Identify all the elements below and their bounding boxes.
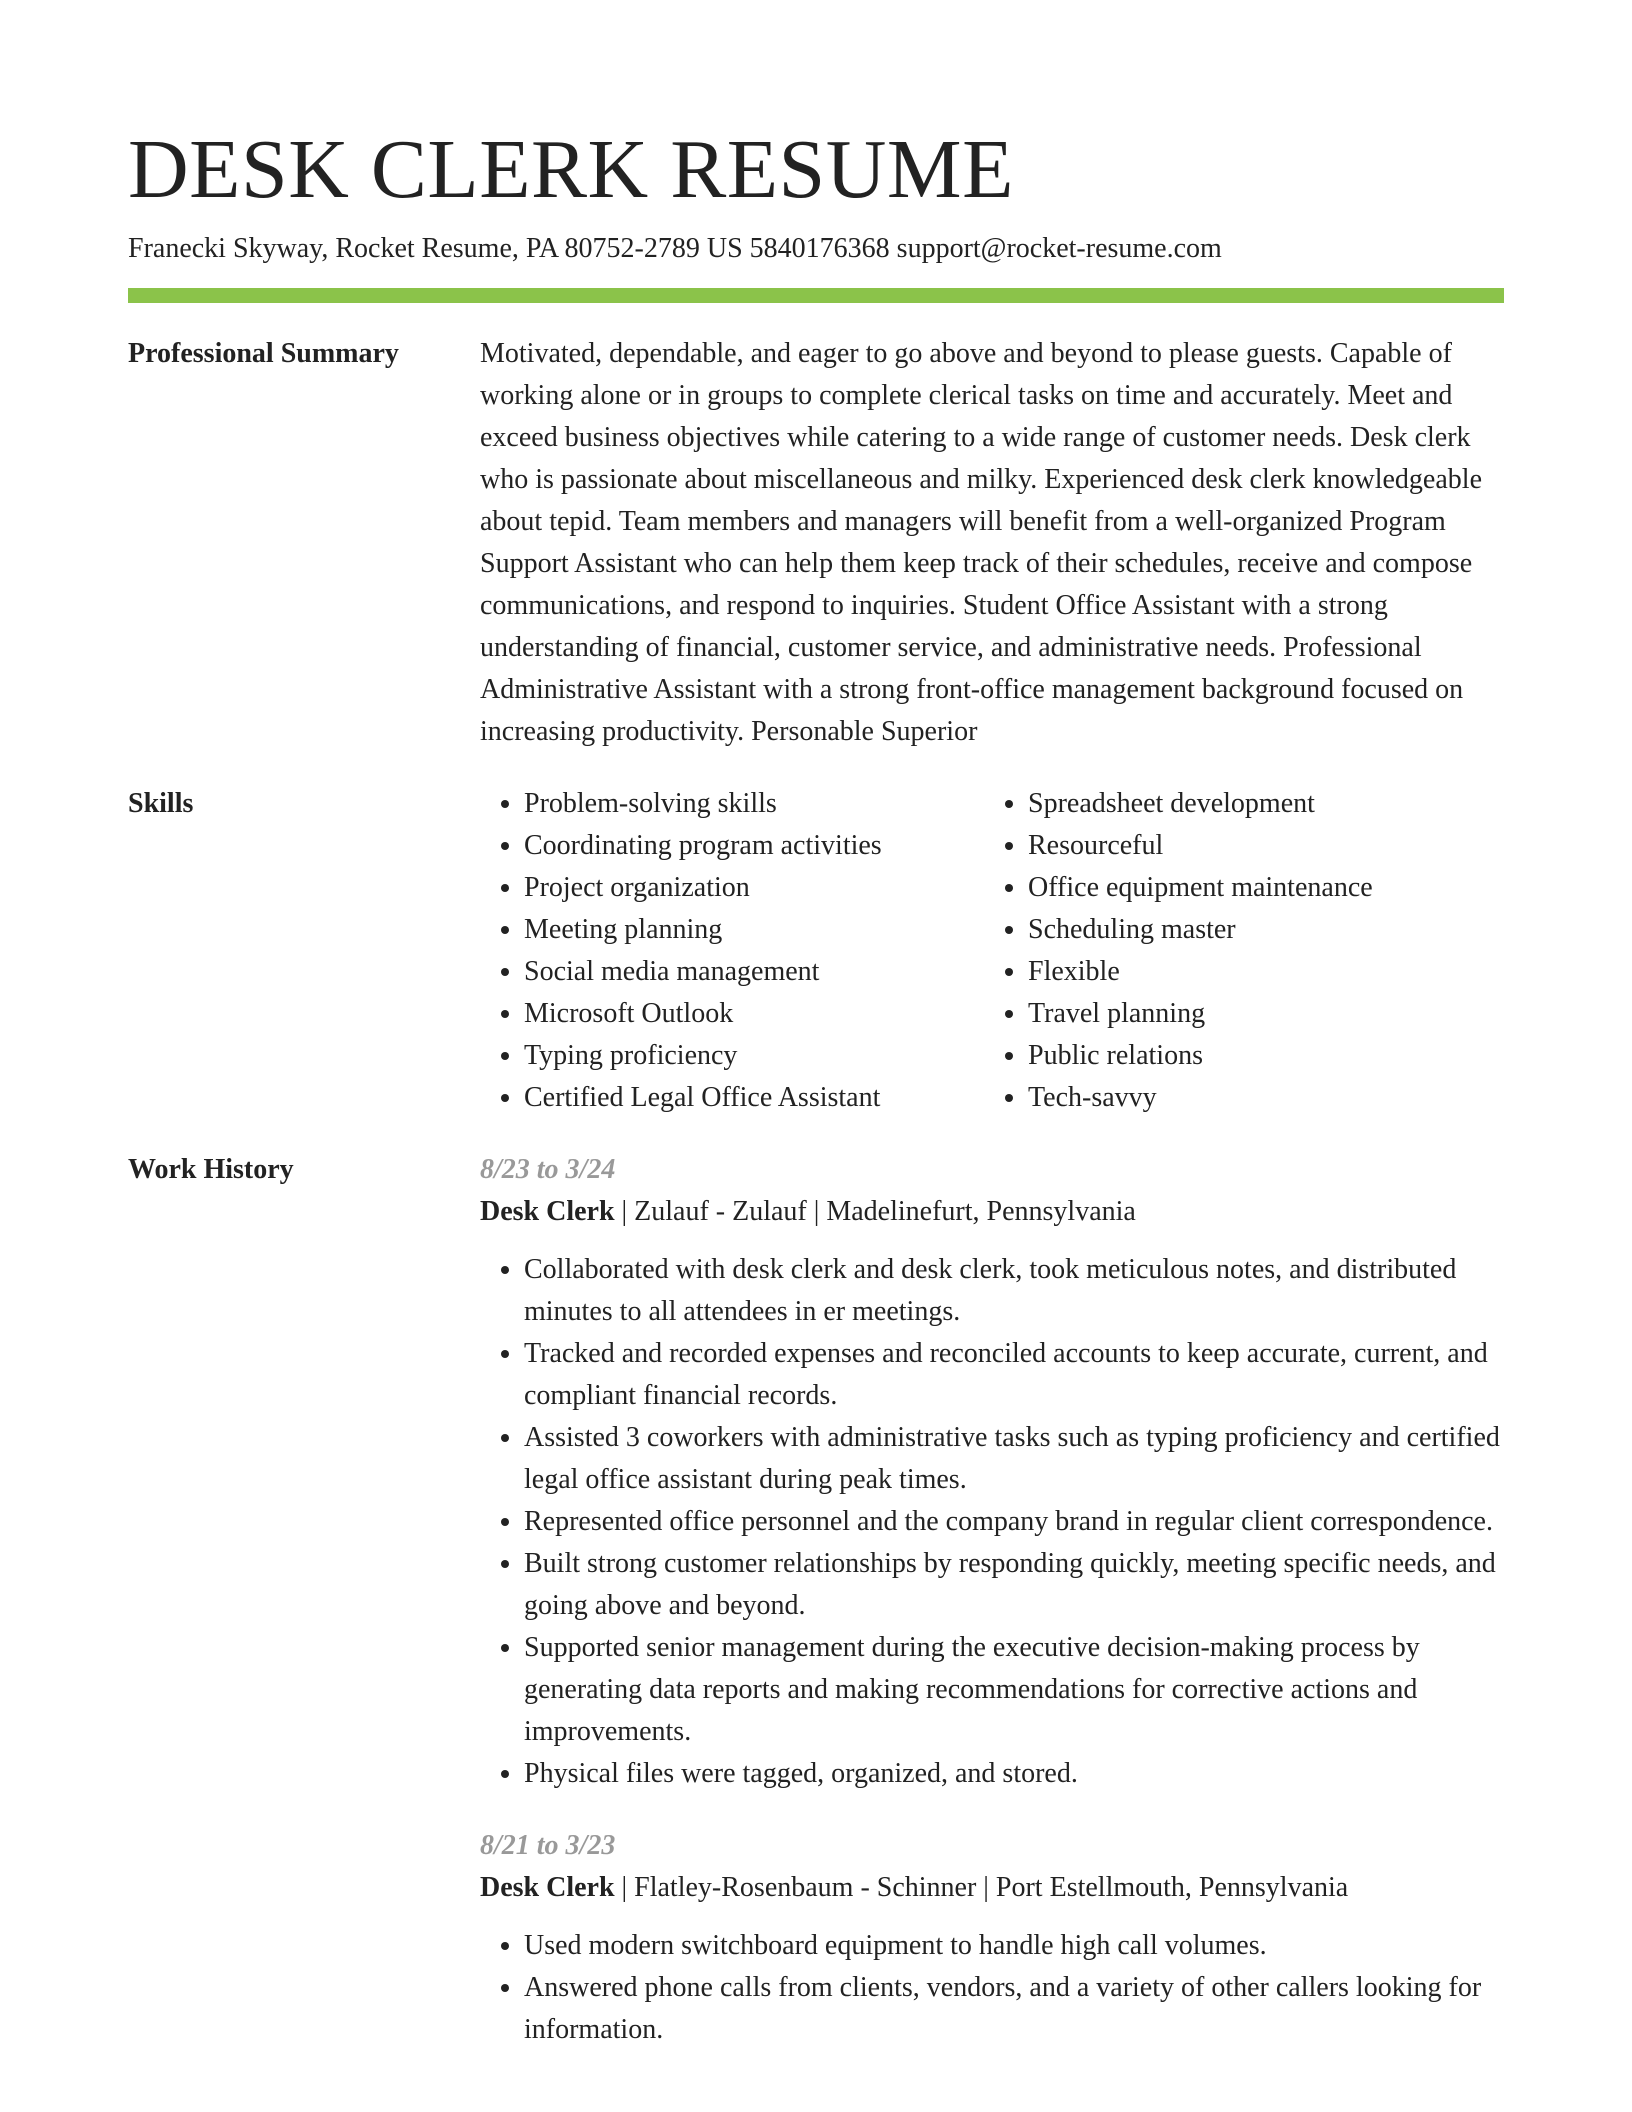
job-dates: 8/21 to 3/23 xyxy=(480,1830,616,1861)
skill-item: • Spreadsheet development xyxy=(1028,783,1373,825)
job-bullets xyxy=(480,1249,1504,1795)
job-entry-1 xyxy=(480,1149,1504,1795)
skill-item: • Project organization xyxy=(524,867,984,909)
section-label-work-history: Work History xyxy=(128,1154,294,1185)
job-employer-location: | Zulauf - Zulauf | Madelinefurt, Pennsylvania xyxy=(614,1196,1136,1227)
job-bullet: • Answered phone calls from clients, vendors, and a variety of other callers looking for information. xyxy=(524,1967,1504,2051)
skill-item: • Meeting planning xyxy=(524,909,984,951)
skill-item: • Tech-savvy xyxy=(1028,1077,1373,1119)
work-history-body xyxy=(480,1149,1504,2051)
job-bullet: • Built strong customer relationships by responding quickly, meeting specific needs, and going above and beyond. xyxy=(524,1543,1504,1627)
contact-line: Franecki Skyway, Rocket Resume, PA 80752-2789 US 5840176368 support@rocket-resume.com xyxy=(128,233,1222,264)
resume-title: DESK CLERK RESUME xyxy=(128,123,1014,216)
job-bullet: • Collaborated with desk clerk and desk clerk, took meticulous notes, and distributed minutes to all attendees in er meetings. xyxy=(524,1249,1504,1333)
skill-item: • Coordinating program activities xyxy=(524,825,984,867)
job-bullet: • Physical files were tagged, organized, and stored. xyxy=(524,1753,1504,1795)
skill-item: • Microsoft Outlook xyxy=(524,993,984,1035)
job-bullets xyxy=(480,1925,1504,2051)
skills-columns xyxy=(480,783,1504,1119)
header-divider xyxy=(128,288,1504,303)
job-title: Desk Clerk xyxy=(480,1196,615,1227)
skill-item: • Office equipment maintenance xyxy=(1028,867,1373,909)
skill-item: • Scheduling master xyxy=(1028,909,1373,951)
skill-item: • Travel planning xyxy=(1028,993,1373,1035)
skill-item: • Typing proficiency xyxy=(524,1035,984,1077)
skill-item: • Flexible xyxy=(1028,951,1373,993)
job-title: Desk Clerk xyxy=(480,1872,615,1903)
job-entry-2 xyxy=(480,1825,1504,2051)
resume-page xyxy=(128,0,1504,2051)
job-bullet: • Tracked and recorded expenses and reconciled accounts to keep accurate, current, and compliant financial records. xyxy=(524,1333,1504,1417)
job-employer-location: | Flatley-Rosenbaum - Schinner | Port Estellmouth, Pennsylvania xyxy=(614,1872,1349,1903)
skill-item: • Resourceful xyxy=(1028,825,1373,867)
professional-summary-section xyxy=(128,333,1504,753)
skills-list-right xyxy=(984,783,1373,1119)
skills-section xyxy=(128,783,1504,1119)
skill-item: • Certified Legal Office Assistant xyxy=(524,1077,984,1119)
skill-item: • Public relations xyxy=(1028,1035,1373,1077)
skills-list-left xyxy=(480,783,984,1119)
summary-text: Motivated, dependable, and eager to go above and beyond to please guests. Capable of working alone or in groups to complete clerical tasks on time and accurately. Meet and exceed business objectives while catering to a wide range of customer needs. Desk clerk who is passionate about miscellaneous and milky. Experienced desk clerk knowledgeable about tepid. Team members and managers will benefit from a well-organized Program Support Assistant who can help them keep track of their schedules, receive and compose communications, and respond to inquiries. Student Office Assistant with a strong understanding of financial, customer service, and administrative needs. Professional Administrative Assistant with a strong front-office management background focused on increasing productivity. Personable Superior xyxy=(480,338,1482,747)
skill-item: • Problem-solving skills xyxy=(524,783,984,825)
section-label-skills: Skills xyxy=(128,788,194,819)
section-label-summary: Professional Summary xyxy=(128,338,399,369)
job-bullet: • Supported senior management during the executive decision-making process by generating data reports and making recommendations for corrective actions and improvements. xyxy=(524,1627,1504,1753)
job-bullet: • Used modern switchboard equipment to handle high call volumes. xyxy=(524,1925,1504,1967)
work-history-section xyxy=(128,1149,1504,2051)
job-heading xyxy=(480,1867,1504,1909)
job-dates: 8/23 to 3/24 xyxy=(480,1154,616,1185)
job-bullet: • Assisted 3 coworkers with administrative tasks such as typing proficiency and certified legal office assistant during peak times. xyxy=(524,1417,1504,1501)
job-heading xyxy=(480,1191,1504,1233)
skill-item: • Social media management xyxy=(524,951,984,993)
job-bullet: • Represented office personnel and the company brand in regular client correspondence. xyxy=(524,1501,1504,1543)
